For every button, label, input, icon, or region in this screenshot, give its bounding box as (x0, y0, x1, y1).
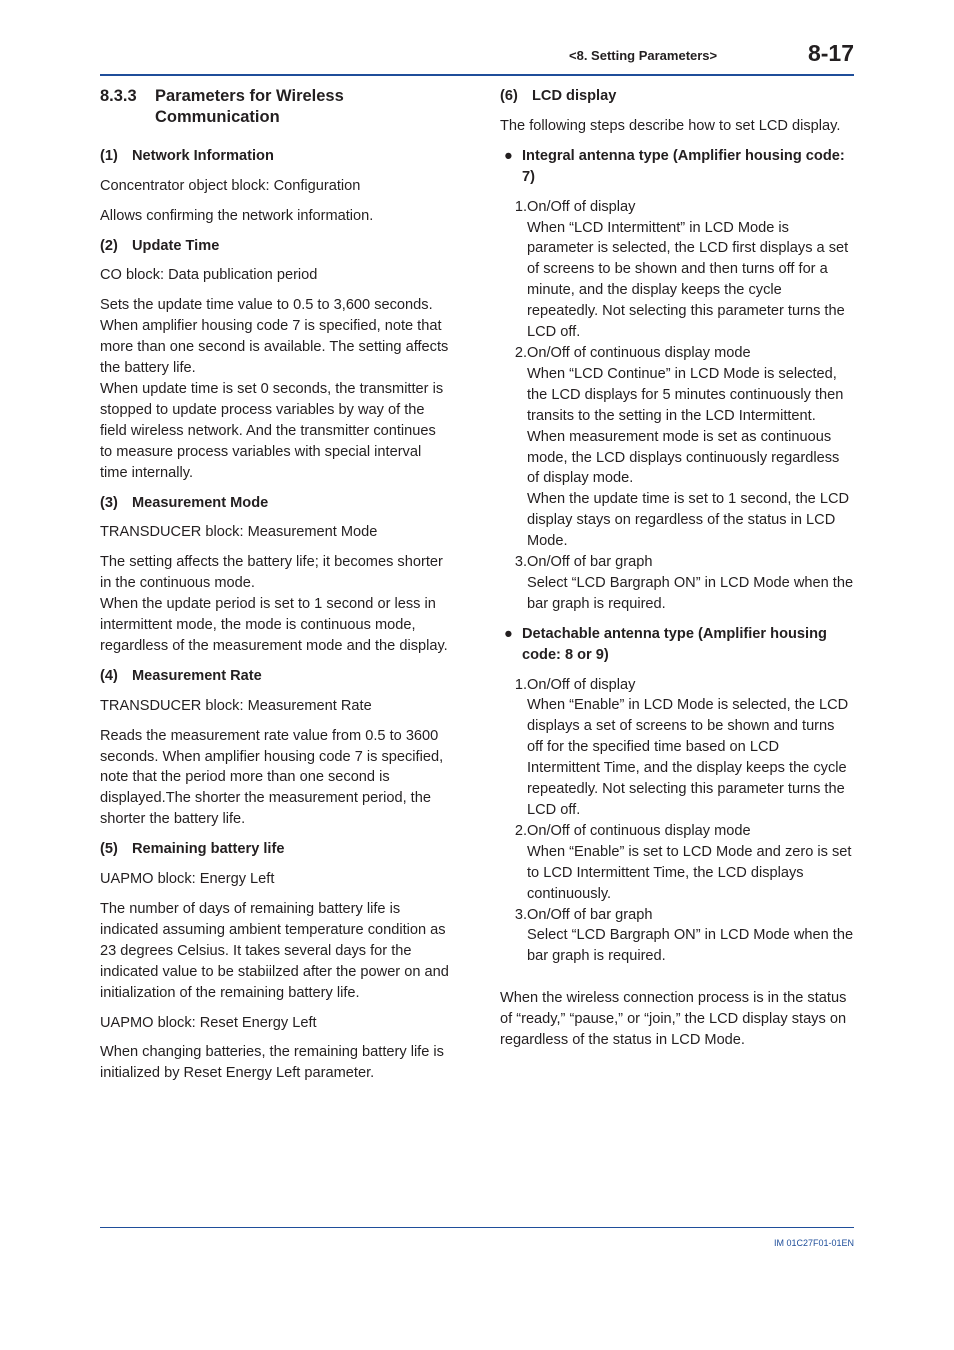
right-column (500, 86, 854, 1060)
subsection-title: Network Information (132, 147, 274, 164)
bullet-heading-integral-antenna (504, 146, 854, 188)
paragraph: Sets the update time value to 0.5 to 3,600 seconds. When amplifier housing code 7 is specified, note that more than one second is available. The setting affects the battery life. (100, 297, 449, 377)
bullet-heading-detachable-antenna (504, 624, 854, 666)
step-title: On/Off of continuous display mode (527, 344, 751, 361)
section-number: 8.3.3 (100, 87, 137, 105)
subsection-heading-measurement-mode (100, 493, 452, 514)
step-title: On/Off of continuous display mode (527, 822, 751, 839)
subsection-title: Measurement Mode (132, 494, 269, 511)
paragraph: Concentrator object block: Configuration (100, 177, 361, 194)
paragraph: TRANSDUCER block: Measurement Mode (100, 524, 378, 541)
subsection-heading-network-information (100, 146, 452, 167)
subsection-heading-remaining-battery-life (100, 839, 452, 860)
bullet-icon: ● (504, 625, 513, 642)
paragraph: When update time is set 0 seconds, the transmitter is stopped to update process variables by way of the field wireless network. And the transmitter continues to measure process variables with special interval time internally. (100, 380, 444, 481)
subsection-title: Remaining battery life (132, 841, 285, 858)
subsection-title: LCD display (532, 88, 617, 104)
step-number: 1. (514, 198, 527, 215)
paragraph: The setting affects the battery life; it becomes shorter in the continuous mode. (100, 554, 443, 592)
subsection-heading-update-time (100, 236, 452, 257)
paragraph: UAPMO block: Reset Energy Left (100, 1014, 317, 1031)
step-number: 2. (514, 344, 527, 361)
paragraph: The following steps describe how to set LCD display. (500, 117, 841, 134)
step-title: On/Off of display (527, 198, 636, 215)
integral-steps-list (500, 197, 854, 615)
paragraph: UAPMO block: Energy Left (100, 871, 275, 888)
left-column (100, 86, 452, 1093)
paragraph: When the update period is set to 1 second or less in intermittent mode, the mode is continuous mode, regardless of the measurement mode and the display. (100, 596, 448, 654)
page-number: 8-17 (807, 40, 854, 66)
document-id: IM 01C27F01-01EN (773, 1238, 854, 1248)
list-item (500, 821, 854, 905)
subsection-title: Update Time (132, 237, 220, 254)
step-body: When “LCD Intermittent” in LCD Mode is parameter is selected, the LCD first displays a set of screens to be shown and then turns off for a minute, and the display keeps the cycle repeatedly. Not selecting this parameter turns the LCD off. (527, 219, 849, 341)
bullet-title: Integral antenna type (Amplifier housing code: 7) (522, 147, 845, 185)
paragraph: CO block: Data publication period (100, 267, 318, 284)
closing-paragraph: When the wireless connection process is in the status of “ready,” “pause,” or “join,” the LCD display stays on regardless of the status in LCD Mode. (500, 990, 847, 1049)
step-title: On/Off of bar graph (527, 554, 653, 571)
paragraph: TRANSDUCER block: Measurement Rate (100, 697, 372, 714)
paragraph: When changing batteries, the remaining battery life is initialized by Reset Energy Left parameter. (100, 1044, 444, 1082)
paragraph: Allows confirming the network information. (100, 207, 374, 224)
subsection-heading-measurement-rate (100, 666, 452, 687)
subsection-number: (1) (100, 147, 118, 164)
subsection-number: (5) (100, 841, 118, 858)
step-body: When “Enable” in LCD Mode is selected, the LCD displays a set of screens to be shown and turns off for the specified time based on LCD Intermittent Time, and the display keeps the cycle repeatedly. Not selecting this parameter turns the LCD off. (527, 697, 849, 818)
bullet-title: Detachable antenna type (Amplifier housing code: 8 or 9) (522, 625, 827, 663)
step-number: 1. (514, 676, 527, 693)
list-item (500, 197, 854, 343)
step-number: 3. (514, 906, 527, 923)
list-item (500, 343, 854, 552)
footer-rule (100, 1227, 854, 1228)
step-body: When measurement mode is set as continuous mode, the LCD displays continuously regardless of display mode. (527, 428, 840, 487)
list-item (500, 552, 854, 615)
step-body: When “Enable” is set to LCD Mode and zero is set to LCD Intermittent Time, the LCD displays continuously. (527, 843, 852, 902)
subsection-number: (6) (500, 88, 518, 104)
step-body: When the update time is set to 1 second, the LCD display stays on regardless of the status in LCD Mode. (527, 491, 850, 550)
step-number: 3. (514, 554, 527, 571)
detachable-steps-list (500, 675, 854, 968)
list-item (500, 675, 854, 821)
step-body: Select “LCD Bargraph ON” in LCD Mode when the bar graph is required. (527, 927, 854, 965)
subsection-number: (3) (100, 494, 118, 511)
subsection-number: (2) (100, 237, 118, 254)
section-heading (100, 86, 452, 128)
subsection-heading-lcd-display (500, 86, 854, 107)
header-rule (100, 74, 854, 76)
step-body: When “LCD Continue” in LCD Mode is selected, the LCD displays for 5 minutes continuously then transits to the setting in the LCD Intermittent. (527, 365, 844, 424)
section-title: Parameters for Wireless Communication (155, 87, 344, 126)
step-title: On/Off of bar graph (527, 906, 653, 923)
subsection-title: Measurement Rate (132, 667, 262, 684)
bullet-icon: ● (504, 147, 513, 164)
subsection-number: (4) (100, 667, 118, 684)
paragraph: The number of days of remaining battery life is indicated assuming ambient temperature condition as 23 degrees Celsius. It takes several days for the indicated value to be stabiilzed after the power on and initialization of the remaining battery life. (100, 901, 449, 1001)
list-item (500, 905, 854, 968)
header-section-title: <8. Setting Parameters> (569, 48, 718, 63)
step-title: On/Off of display (527, 676, 636, 693)
step-number: 2. (514, 822, 527, 839)
paragraph: Reads the measurement rate value from 0.5 to 3600 seconds. When amplifier housing code 7 is specified, note that the period more than one second is displayed.The shorter the measurement period, the shorter the battery life. (100, 727, 444, 828)
step-body: Select “LCD Bargraph ON” in LCD Mode when the bar graph is required. (527, 574, 854, 612)
